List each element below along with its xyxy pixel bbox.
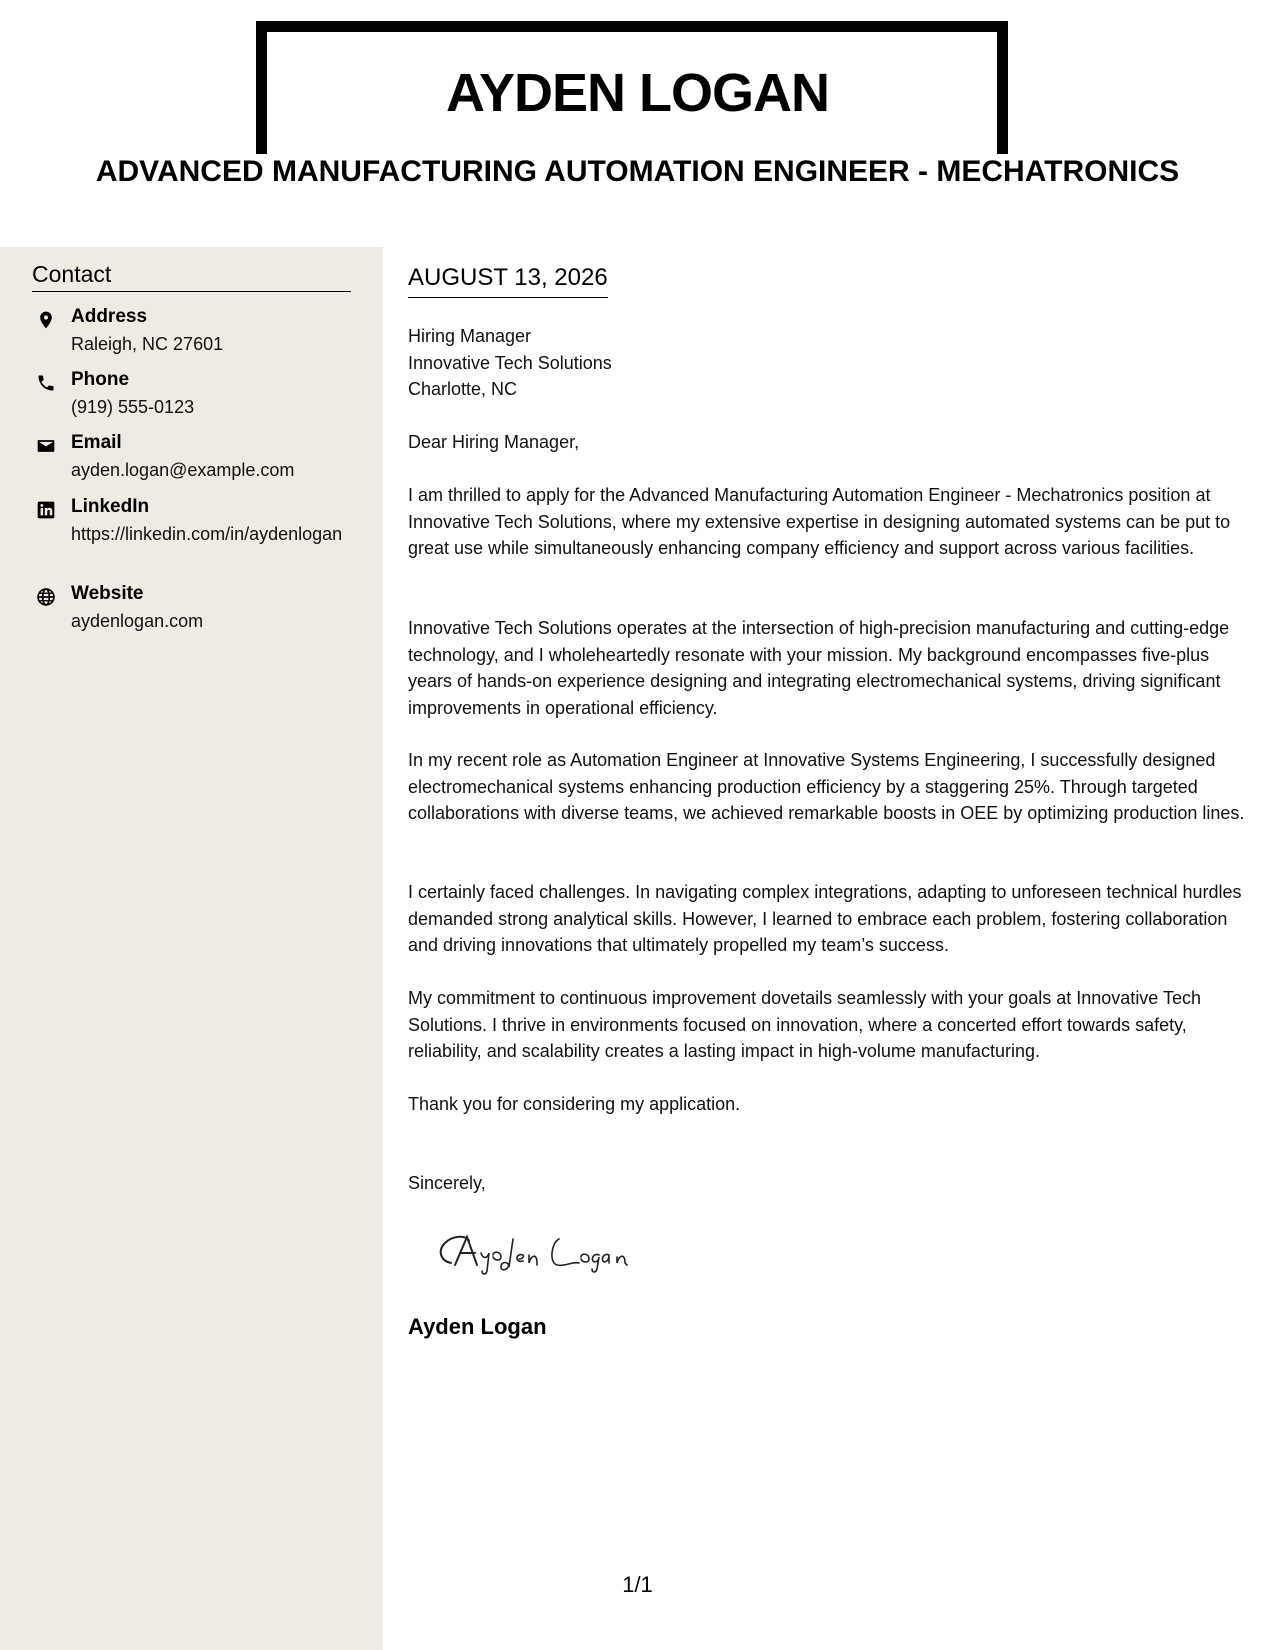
job-title: ADVANCED MANUFACTURING AUTOMATION ENGINEER - MECHATRONICS	[95, 155, 1180, 188]
map-pin-icon	[36, 310, 56, 330]
salutation: Dear Hiring Manager,	[408, 432, 580, 452]
email-label: Email	[71, 432, 122, 453]
letter-date: AUGUST 13, 2026	[408, 264, 608, 298]
letter-paragraph: Innovative Tech Solutions operates at the intersection of high-precision manufacturing and cutting-edge technology, and I wholeheartedly resonate with your mission. My background encompasses five-plus years of hands-on experience designing and integrating electromechanical systems, driving significant improvements in operational efficiency.	[408, 618, 1230, 718]
address-label: Address	[71, 306, 148, 327]
letter-paragraph: My commitment to continuous improvement dovetails seamlessly with your goals at Innovative Tech Solutions. I thrive in environments focused on innovation, where a concerted effort towards safety, reliability, and scalability creates a lasting impact in high-volume manufacturing.	[408, 988, 1202, 1061]
linkedin-value[interactable]: https://linkedin.com/in/aydenlogan	[71, 524, 343, 544]
letter-paragraph: In my recent role as Automation Engineer at Innovative Systems Engineering, I successfully designed electromechanical systems enhancing production efficiency by a staggering 25%. Through targeted collaborations with diverse teams, we achieved remarkable boosts in OEE by optimizing production lines.	[408, 750, 1245, 823]
linkedin-label: LinkedIn	[71, 496, 150, 517]
contact-heading: Contact	[32, 261, 351, 292]
recipient-company: Innovative Tech Solutions	[408, 352, 612, 373]
email-value[interactable]: ayden.logan@example.com	[71, 460, 295, 480]
website-value[interactable]: aydenlogan.com	[71, 611, 204, 631]
recipient-block	[408, 323, 1256, 403]
phone-label: Phone	[71, 369, 130, 390]
handwritten-signature	[433, 1225, 643, 1275]
website-label: Website	[71, 583, 144, 604]
recipient-location: Charlotte, NC	[408, 379, 518, 399]
letter-paragraph: I am thrilled to apply for the Advanced Manufacturing Automation Engineer - Mechatronics position at Innovative Tech Solutions, where my extensive expertise in designing automated systems can be put to great use while simultaneously enhancing company efficiency and support across various facilities.	[408, 485, 1231, 558]
page-number: 1/1	[622, 1572, 653, 1597]
address-value: Raleigh, NC 27601	[71, 334, 224, 354]
linkedin-icon	[36, 500, 56, 520]
recipient-name: Hiring Manager	[408, 326, 532, 346]
closing-line: Thank you for considering my application.	[408, 1094, 741, 1114]
phone-icon	[36, 373, 56, 393]
candidate-name: AYDEN LOGAN	[445, 63, 830, 123]
phone-value: (919) 555-0123	[71, 397, 195, 417]
envelope-icon	[36, 436, 56, 456]
sign-off: Sincerely,	[408, 1173, 486, 1193]
letter-paragraph: I certainly faced challenges. In navigating complex integrations, adapting to unforeseen technical hurdles demanded strong analytical skills. However, I learned to embrace each problem, fostering collaboration and driving innovations that ultimately propelled my team’s success.	[408, 882, 1242, 955]
signer-name: Ayden Logan	[408, 1314, 547, 1339]
globe-icon	[36, 587, 56, 607]
